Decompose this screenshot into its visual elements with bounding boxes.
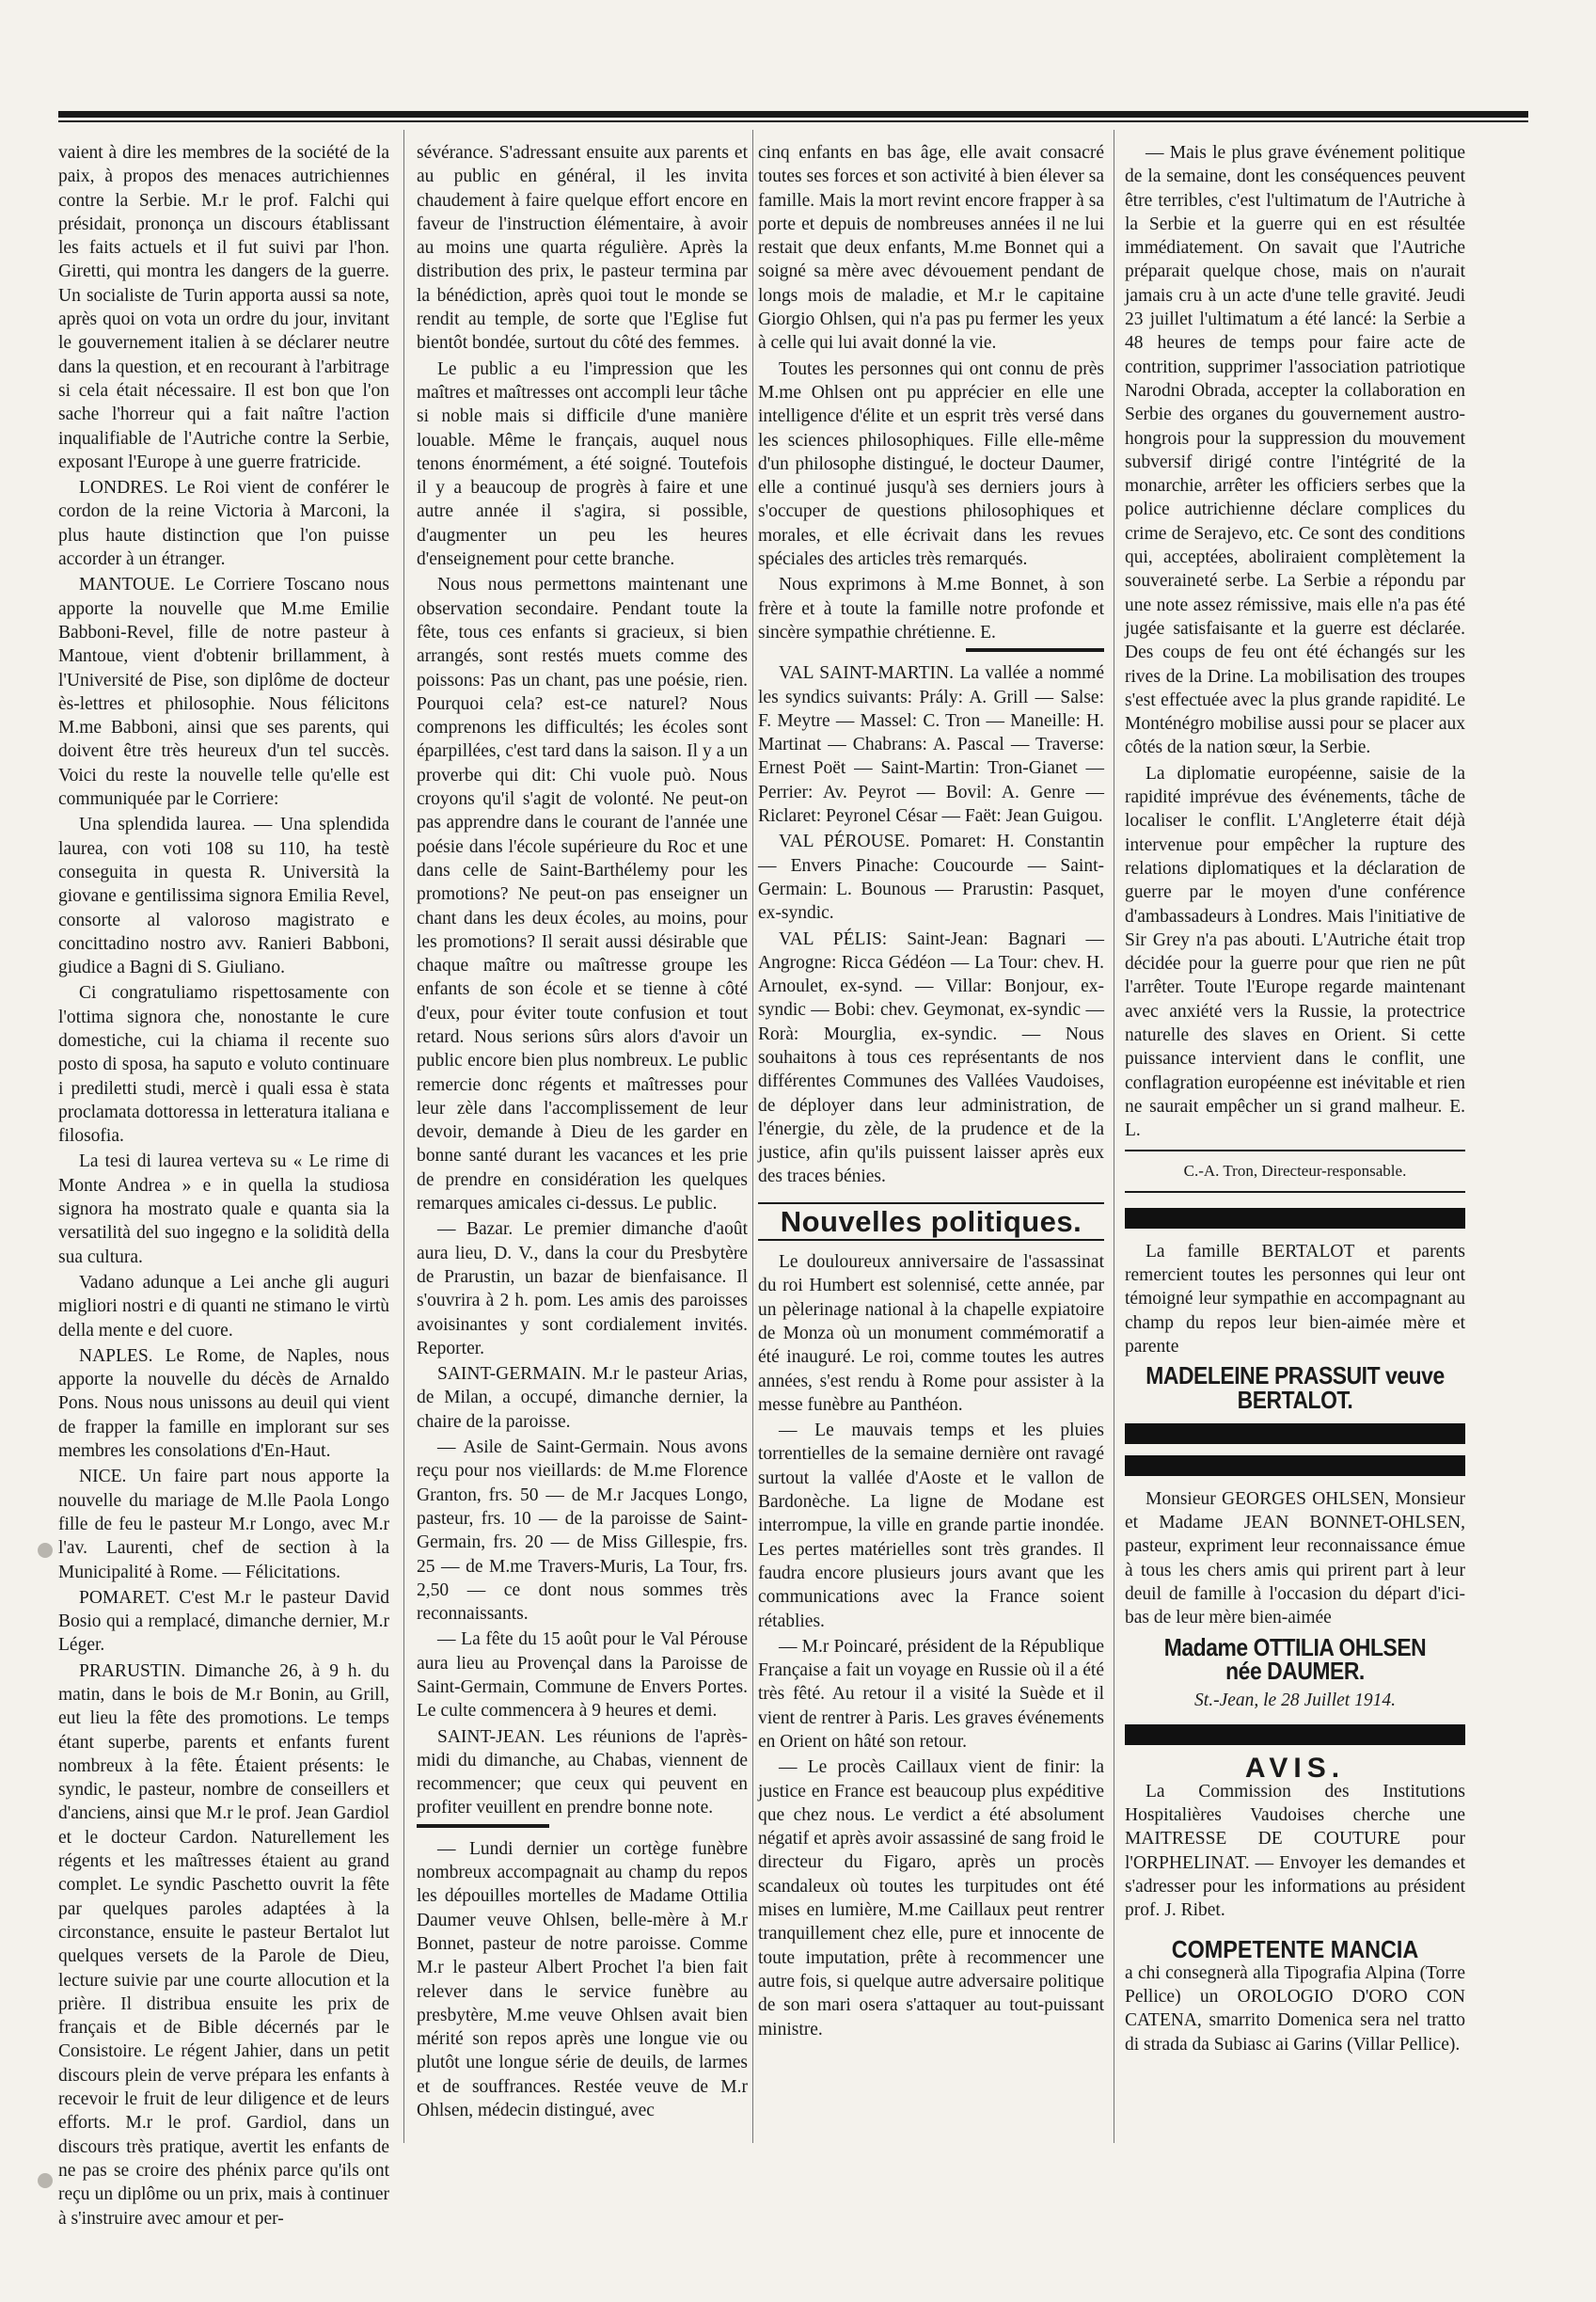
article-paragraph: cinq enfants en bas âge, elle avait consacré toutes ses forces et son activité à bien élever sa famille. Mais la mort revint encore frapper à sa porte et depuis de nombreuses années il ne lui restait que deux enfants, M.me Bonnet qui a soigné sa mère avec dévouement pendant de longs mois de maladie, et M.r le capitaine Giorgio Ohlsen, qui n'a pas pu fermer les yeux à celle qui lui avait donné la vie. [758, 143, 1104, 354]
political-news: — Mais le plus grave événement politique de la semaine, dont les conséquences peuvent être terribles, c'est l'ultimatum de l'Autriche à la Serbie et la guerre qui en est résultée immédiatement. On savait que l'Autriche préparait quelque chose, mais on n'aurait jamais cru à un acte d'une telle gravité. Jeudi 23 juillet l'ultimatum a été lancé: la Serbie a 48 heures de temps pour faire acte de contrition, supprimer l'association patriotique Narodni Obrada, accepter la collaboration en Serbie des organes du gouvernement austro-hongrois pour la suppression du mouvement subversif dirigé contre l'intégrité de la monarchie, arrêter les officiers serbes que la police autrichienne déclare complices du crime de Serajevo, etc. Ce sont des conditions qui, acceptées, aboliraient complètement la souveraineté serbe. La Serbie a répondu par une note assez rémissive, mais elle n'a pas été jugée satisfaisante et la guerre est déclarée. Des coups de feu ont été échangés sur les rives de la Drine. La mobilisation des troupes s'est effectuée avec la plus grande rapidité. Le Monténégro mobilise aussi pour se placer aux côtés de la nation sœur, la Serbie. [1125, 143, 1465, 758]
political-news: — Le procès Caillaux vient de finir: la justice en France est beaucoup plus expéditive que chez nous. Le verdict a été absolument négatif et après avoir assassiné de sang froid le directeur du Figaro, après un procès scandaleux où toutes les turpitudes ont été mises en lumière, M.me Caillaux peut rentrer tranquillement chez elle, pure et innocente de toute imputation, prête à recommencer une autre fois, si quelque autre adversaire politique de son mari osera s'attaquer au tout-puissant ministre. [758, 1757, 1104, 2040]
black-bar [1125, 1455, 1465, 1476]
avis-text: La Commission des Institutions Hospitalières Vaudoises cherche une MAITRESSE DE COUTURE pour l'ORPHELINAT. — Envoyer les demandes et s'adresser pour les informations au président prof. J. Ribet. [1125, 1781, 1465, 1921]
mancia-text: a chi consegnerà alla Tipografia Alpina (Torre Pellice) un OROLOGIO D'ORO CON CATENA, smarrito Domenica sera nel tratto di strada da Subiasc ai Garins (Villar Pellice). [1125, 1962, 1465, 2055]
article-paragraph: Toutes les personnes qui ont connu de près M.me Ohlsen ont pu apprécier en elle une intelligence d'élite et un esprit très versé dans les sciences philosophiques. Fille elle-même d'un philosophe distingué, le docteur Daumer, elle a continué jusqu'à ses derniers jours à s'occuper de questions philosophiques et morales, et elle écrivait dans les revues spéciales des articles très remarqués. [758, 358, 1104, 570]
article-quote: Vadano adunque a Lei anche gli auguri migliori nostri e di quanti ne stimano le virtù della mente e del cuore. [58, 1272, 389, 1341]
column-3 [758, 141, 1104, 2043]
article-paragraph: vaient à dire les membres de la société de la paix, à propos des menaces autrichiennes contre la Serbie. M.r le prof. Falchi qui présidait, prononça un discours établissant les faits actuels et il fut suivi par l'hon. Giretti, qui montra les dangers de la guerre. Un socialiste de Turin apporta aussi sa note, après quoi on vota un ordre du jour, invitant le gouvernement italien à se déclarer neutre dans la question, et en recourant à l'arbitrage si cela était nécessaire. Il est bon que l'on sache l'horreur qui a fait naître l'action inqualifiable de l'Autriche contre la Serbie, exposant l'Europe à une guerre fratricide. [58, 143, 389, 472]
notice-name: Madame OTTILIA OHLSEN née DAUMER. [1163, 1632, 1427, 1685]
article-fete: — La fête du 15 août pour le Val Pérouse aura lieu au Provençal dans la Paroisse de Saint-Germain, Commune de Envers Portes. Le culte commencera à 9 heures et demi. [417, 1629, 748, 1722]
binding-hole [38, 1543, 53, 1558]
article-val-pelis: VAL PÉLIS: Saint-Jean: Bagnari — Angrogne: Ricca Gédéon — La Tour: chev. H. Arnoulet, ex-synd. — Villar: Bonjour, ex-syndic — Bobi: chev. Geymonat, ex-syndic — Rorà: Mourglia, ex-syndic. — Nous souhaitons à tous ces représentants de nos différentes Communes des Vallées Vaudoises, de déployer dans leur administration, de l'énergie, du zèle, de la prudence et de la justice, afin qu'ils puissent laisser après eux des traces bénies. [758, 929, 1104, 1187]
article-mantoue: MANTOUE. Le Corriere Toscano nous apporte la nouvelle que M.me Emilie Babboni-Revel, fille de notre pasteur à Mantoue, vient d'obtenir brillamment, à l'Université de Pise, son diplôme de docteur ès-lettres et philosophie. Nous félicitons M.me Babboni, ainsi que ses parents, qui doivent être très heureux d'un tel succès. Voici du reste la nouvelle telle qu'elle est communiquée par le Corriere: [58, 575, 389, 810]
notice-text: La famille BERTALOT et parents remercient toutes les personnes qui leur ont témoigné leur sympathie en accompagnant au champ du repos leur bien-aimée mère et parente [1125, 1241, 1465, 1357]
column-2 [417, 141, 748, 2124]
article-bazar: — Bazar. Le premier dimanche d'août aura lieu, D. V., dans la cour du Presbytère de Prarustin, un bazar de bienfaisance. Il s'ouvrira à 2 h. pom. Les amis des paroisses avoisinantes y sont cordialement invités. Reporter. [417, 1219, 748, 1358]
article-quote: Una splendida laurea. — Una splendida laurea, con voti 108 su 110, ha testè conseguita in questa R. Università la giovane e gentilissima signora Emilia Revel, consorte al valoroso magistrato e concittadino nostro avv. Ranieri Babboni, giudice a Bagni di S. Giuliano. [58, 815, 389, 978]
article-quote: Ci congratuliamo rispettosamente con l'ottima signora che, nonostante le cure domestiche, cui la chiama il recente suo posto di sposa, ha saputo e voluto continuare i prediletti studi, mercè i quali essa è stata proclamata dottoressa in letteratura italiana e filosofia. [58, 983, 389, 1147]
column-divider [752, 130, 753, 2143]
article-quote: La tesi di laurea verteva su « Le rime di Monte Andrea » e in quella la studiosa signora ha mostrato quale e quanta sia la versatilità del suo ingegno e la solidità della sua cultura. [58, 1151, 389, 1267]
avis-title: AVIS. [1244, 1752, 1346, 1784]
article-naples: NAPLES. Le Rome, de Naples, nous apporte la nouvelle du décès de Arnaldo Pons. Nous nous unissons au deuil qui vient de frapper la famille en implorant sur ses membres les consolations d'En-Haut. [58, 1345, 389, 1462]
section-title: Nouvelles politiques. [780, 1204, 1082, 1238]
column-1 [58, 141, 389, 2232]
editor-signature: C.-A. Tron, Directeur-responsable. [1125, 1150, 1465, 1192]
column-divider [403, 130, 404, 2143]
article-val-perouse: VAL PÉROUSE. Pomaret: H. Constantin — Envers Pinache: Coucourde — Saint-Germain: L. Bounous — Prarustin: Pasquet, ex-syndic. [758, 832, 1104, 924]
political-news: — M.r Poincaré, président de la République Française a fait un voyage en Russie où il a été très fêté. Au retour il a visité la Suède et il vient de rentrer à Paris. Les graves événements en Orient on hâté son retour. [758, 1636, 1104, 1752]
black-bar [1125, 1423, 1465, 1444]
article-paragraph: Le public a eu l'impression que les maîtres et maîtresses ont accompli leur tâche si noble mais si difficile d'une manière louable. Même le français, auquel nous tenons énormément, a été soigné. Toutefois il y a beaucoup de progrès à faire et une autre année il s'agira, si possible, d'augmenter un peu les heures d'enseignement pour cette branche. [417, 358, 748, 570]
political-news: La diplomatie européenne, saisie de la rapidité imprévue des événements, tâche de localiser le conflit. L'Angleterre était déjà intervenue pour empêcher la rupture des relations diplomatiques et la déclaration de guerre par le moyen d'une conférence d'ambassadeurs à Londres. Mais l'initiative de Sir Grey n'a pas abouti. L'Autriche était trop décidée pour la guerre pour que rien ne pût l'arrêter. Toute l'Europe regarde maintenant avec anxiété vers la Russie, la protectrice naturelle des slaves en Orient. Si cette puissance intervient dans le conflit, une conflagration européenne est inévitable et rien ne saurait empêcher un si grand malheur. E. L. [1125, 763, 1465, 1141]
political-news: — Le mauvais temps et les pluies torrentielles de la semaine dernière ont ravagé surtout la vallée d'Aoste et le vallon de Bardonèche. La ligne de Modane est interrompue, la ville en grande partie inondée. Les pertes matérielles sont très grandes. Il faudra encore plusieurs jours avant que les communications avec la France soient rétablies. [758, 1421, 1104, 1631]
article-london: LONDRES. Le Roi vient de conférer le cordon de la reine Victoria à Marconi, la plus haute distinction que l'on puisse accorder à un étranger. [58, 478, 389, 570]
mancia-title: COMPETENTE MANCIA [1171, 1934, 1419, 1963]
notice-date: St.-Jean, le 28 Juillet 1914. [1194, 1691, 1396, 1711]
article-prarustin: PRARUSTIN. Dimanche 26, à 9 h. du matin, dans le bois de M.r Bonin, au Grill, eut lieu la fête des promotions. Le temps étant superbe, parents et enfants furent nombreux à la fête. Étaient présents: le syndic, le pasteur, nombre de conseillers et d'anciens, ainsi que M.r le prof. Jean Gardiol et le docteur Cardon. Naturellement les régents et les maîtresses étaient au grand complet. Le syndic Paschetto ouvrit la fête par quelques paroles adaptées à la circonstance, ensuite le pasteur Bertalot lut quelques versets de la Parole de Dieu, lecture suivie par une courte allocution et la prière. Il distribua ensuite les prix de français et de Bible décernés par le Consistoire. Le régent Jahier, dans un petit discours plein de verve prépara les enfants à recevoir le fruit de leur diligence et de leurs efforts. M.r le prof. Gardiol, dans un discours très pratique, avertit les enfants de ne pas se croire des phénix parce qu'ils ont reçu un diplôme ou un prix, mais à continuer à s'instruire avec amour et per- [58, 1660, 389, 2229]
article-paragraph: Nous exprimons à M.me Bonnet, à son frère et à toute la famille notre profonde et sincère sympathie chrétienne. E. [758, 575, 1104, 643]
article-obituary: — Lundi dernier un cortège funèbre nombreux accompagnait au champ du repos les dépouilles mortelles de Madame Ottilia Daumer veuve Ohlsen, belle-mère à M.r Bonnet, pasteur de notre paroisse. Comme M.r le pasteur Albert Prochet l'a bien fait relever dans le service funèbre au presbytère, M.me veuve Ohlsen avait bien mérité son repos après une longue vie ou plutôt une longue série de deuils, de larmes et de souffrances. Restée veuve de M.r Ohlsen, médecin distingué, avec [417, 1838, 748, 2121]
article-pomaret: POMARET. C'est M.r le pasteur David Bosio qui a remplacé, dimanche dernier, M.r Léger. [58, 1587, 389, 1656]
black-bar [1125, 1208, 1465, 1229]
top-rule [58, 111, 1528, 118]
separator [417, 1824, 549, 1828]
article-asile: — Asile de Saint-Germain. Nous avons reçu pour nos vieillards: de M.me Florence Granton, frs. 50 — de M.r Jacques Longo, pasteur, frs. 10 — de la paroisse de Saint-Germain, frs. 20 — de Miss Gillespie, frs. 25 — de M.me Travers-Muris, La Tour, frs. 2,50 — ce dont nous sommes très reconnaissants. [417, 1437, 748, 1625]
binding-hole [38, 2173, 53, 2188]
notice-text: Monsieur GEORGES OHLSEN, Monsieur et Madame JEAN BONNET-OHLSEN, pasteur, expriment leur reconnaissance émue à tous les chers amis qui prirent part à leur deuil de famille à l'occasion du départ d'ici-bas de leur mère bien-aimée [1125, 1488, 1465, 1628]
political-news: Le douloureux anniversaire de l'assassinat du roi Humbert est solennisé, cette année, par un pèlerinage national à la chapelle expiatoire de Monza où un monument commémoratif a été inauguré. Le roi, comme toutes les autres années, s'est rendu à Rome pour assister à la messe funèbre au Panthéon. [758, 1252, 1104, 1415]
black-bar [1125, 1724, 1465, 1745]
article-saint-germain: SAINT-GERMAIN. M.r le pasteur Arias, de Milan, a occupé, dimanche dernier, la chaire de la paroisse. [417, 1364, 748, 1432]
article-saint-jean: SAINT-JEAN. Les réunions de l'après-midi du dimanche, au Chabas, viennent de recommencer; que ceux qui peuvent en profiter veuillent en prendre bonne note. [417, 1726, 748, 1818]
separator [966, 648, 1104, 652]
article-paragraph: sévérance. S'adressant ensuite aux parents et au public en général, il les invita chaudement à faire quelque effort encore en faveur de l'instruction élémentaire, à avoir au moins une quarta régulière. Après la distribution des prix, le pasteur termina par la bénédiction, après quoi tout le monde se rendit au temple, de sorte que l'Eglise fut bientôt bondée, surtout du côté des femmes. [417, 143, 748, 354]
section-header [758, 1202, 1104, 1241]
top-rule-thin [58, 120, 1528, 122]
column-4 [1125, 141, 1465, 2058]
article-val-saint-martin: VAL SAINT-MARTIN. La vallée a nommé les syndics suivants: Prály: A. Grill — Salse: F. Meytre — Massel: C. Tron — Maneille: H. Martinat — Chabrans: A. Pascal — Traverse: Ernest Poët — Saint-Martin: Tron-Gianet — Perrier: Av. Peyrot — Bovil: A. Genre — Riclaret: Peyronel César — Faët: Jean Guigou. [758, 663, 1104, 827]
article-paragraph: Nous nous permettons maintenant une observation secondaire. Pendant toute la fête, tous ces enfants si gracieux, si bien arrangés, sont restés muets comme des poissons: Pas un chant, pas une poésie, rien. Pourquoi cela? est-ce naturel? Nous comprenons les difficultés; les écoles sont éparpillées, c'est tard dans la saison. Il y a un proverbe qui dit: Chi vuole può. Nous croyons qu'il s'agit de volonté. Ne peut-on pas apprendre dans le courant de l'année une poésie dans l'école supérieure du Roc et une dans celle de Saint-Barthélemy pour les promotions? Ne peut-on pas enseigner un chant dans les deux écoles, au moins, pour les promotions? Il serait aussi désirable que chaque maître ou maîtresse groupe les enfants de son école et se tienne à côté d'eux, pour éviter toute confusion et tout retard. Nous serions sûrs alors d'avoir un public encore bien plus nombreux. Le public remercie donc régents et maîtresses pour leur zèle dans l'accomplissement de leur devoir, demande à Dieu de les garder en bonne santé durant les vacances et les prie de prendre en considération les quelques remarques amicales ci-dessus. Le public. [417, 575, 748, 1215]
article-nice: NICE. Un faire part nous apporte la nouvelle du mariage de M.lle Paola Longo fille de feu le pasteur M.r Longo, avec M.r l'av. Laurenti, chef de section à la Municipalité à Rome. — Félicitations. [58, 1467, 389, 1582]
notice-name: MADELEINE PRASSUIT veuve BERTALOT. [1146, 1361, 1445, 1414]
